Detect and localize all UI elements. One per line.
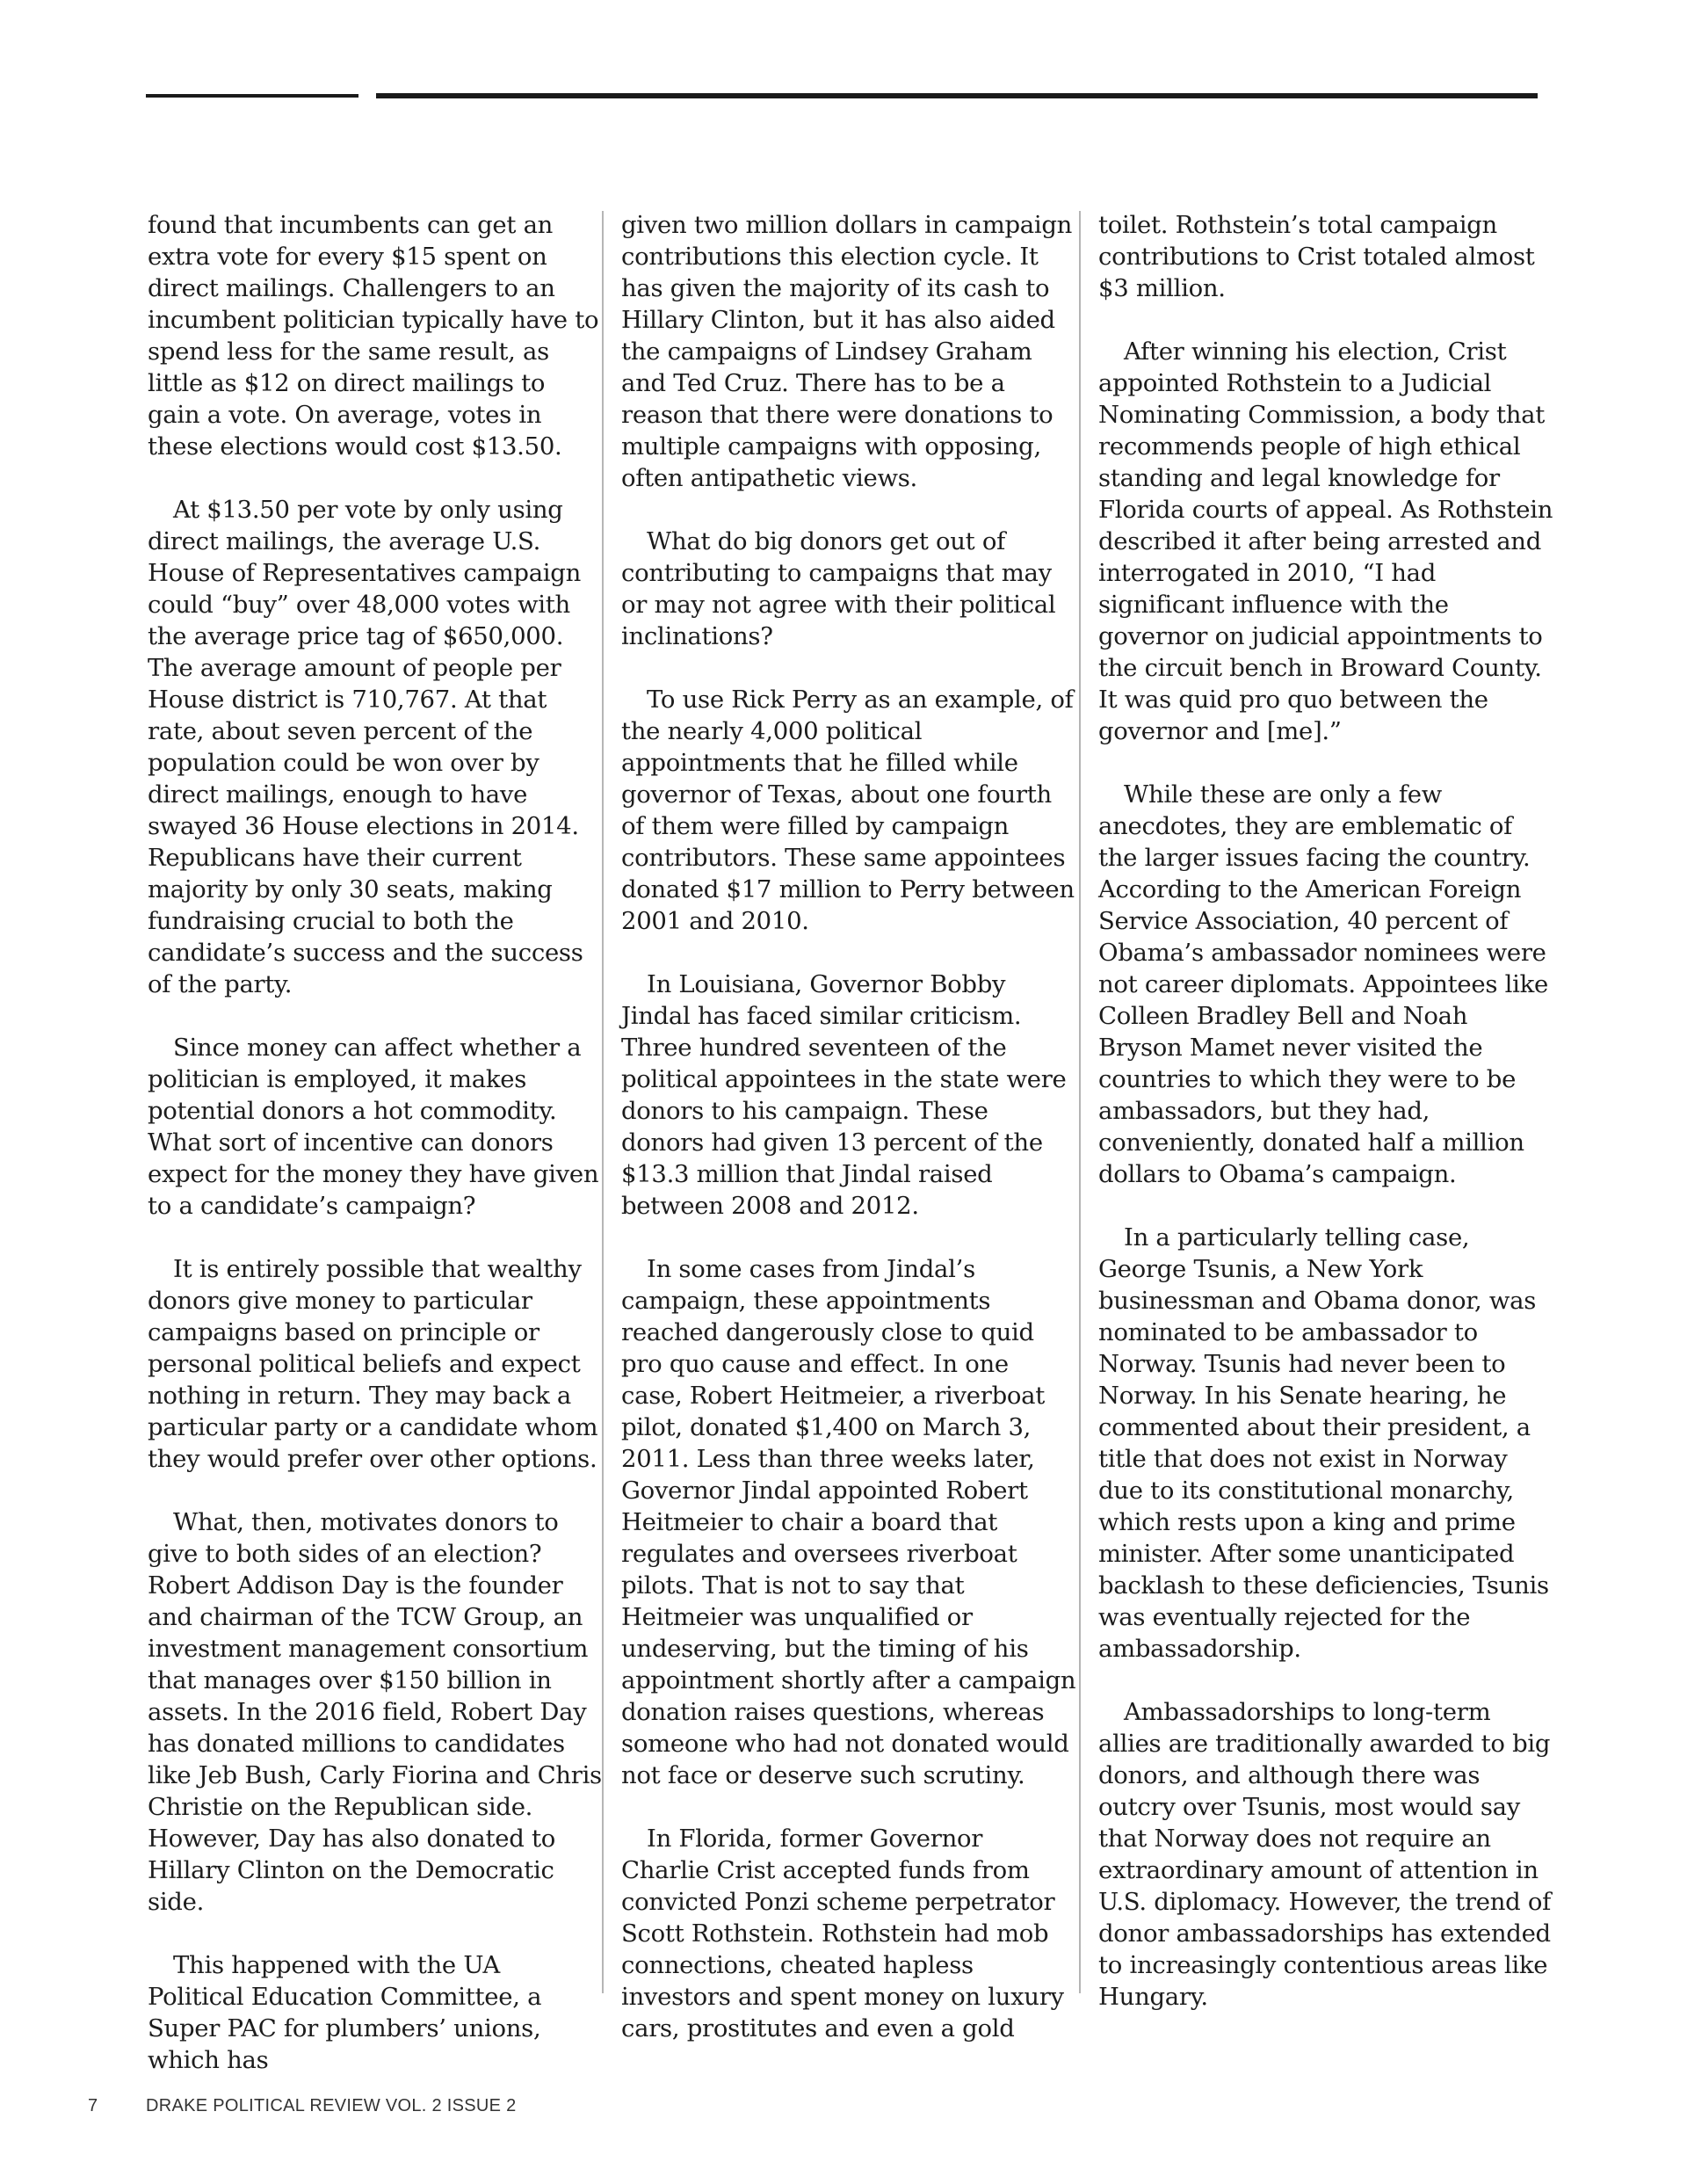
header-rule-short bbox=[146, 94, 358, 98]
paragraph: In a particularly telling case, George Tsunis, a New York businessman and Obama donor, was nominated to be ambassador to Norway. Tsunis had never been to Norway. In his Senate hearing, he commented about their president, a title that does not exist in Norway due to its constitutional monarchy, which rests upon a king and prime minister. After some unanticipated backlash to these deficiencies, Tsunis was eventually rejected for the ambassadorship. bbox=[1098, 1223, 1549, 1663]
paragraph: In Louisiana, Governor Bobby Jindal has faced similar criticism. Three hundred seventeen of the political appointees in the state were donors to his campaign. These donors had given 13 percent of the $13.3 million that Jindal raised between 2008 and 2012. bbox=[621, 970, 1067, 1220]
paragraph: At $13.50 per vote by only using direct mailings, the average U.S. House of Representatives campaign could “buy” over 48,000 votes with the average price tag of $650,000. The average amount of people per House district is 710,767. At that rate, about seven percent of the population could be won over by direct mailings, enough to have swayed 36 House elections in 2014. Republicans have their current majority by only 30 seats, making fundraising crucial to both the candidate’s success and the success of the party. bbox=[148, 496, 583, 998]
text-column-3 bbox=[1098, 209, 1553, 2044]
paragraph: It is entirely possible that wealthy donors give money to particular campaigns based on principle or personal political beliefs and expect nothing in return. They may back a particular party or a candidate whom they would prefer over other options. bbox=[148, 1255, 598, 1473]
paragraph: In Florida, former Governor Charlie Crist accepted funds from convicted Ponzi scheme perpetrator Scott Rothstein. Rothstein had mob connections, cheated hapless investors and spent money on luxury cars, prostitutes and even a gold bbox=[621, 1825, 1064, 2043]
text-column-1 bbox=[148, 209, 603, 2108]
paragraph: What do big donors get out of contributing to campaigns that may or may not agree with their political inclinations? bbox=[621, 527, 1056, 650]
paragraph: To use Rick Perry as an example, of the nearly 4,000 political appointments that he filled while governor of Texas, about one fourth of them were filled by campaign contributors. These same appointees donated $17 million to Perry between 2001 and 2010. bbox=[621, 686, 1075, 935]
paragraph: While these are only a few anecdotes, they are emblematic of the larger issues facing the country. According to the American Foreign Service Association, 40 percent of Obama’s ambassador nominees were not career diplomats. Appointees like Colleen Bradley Bell and Noah Bryson Mamet never visited the countries to which they were to be ambassadors, but they had, conveniently, donated half a million dollars to Obama’s campaign. bbox=[1098, 780, 1548, 1188]
paragraph: After winning his election, Crist appointed Rothstein to a Judicial Nominating Commission, a body that recommends people of high ethical standing and legal knowledge for Florida courts of appeal. As Rothstein described it after being arrested and interrogated in 2010, “I had significant influence with the governor on judicial appointments to the circuit bench in Broward County. It was quid pro quo between the governor and [me].” bbox=[1098, 337, 1553, 745]
paragraph: Ambassadorships to long-term allies are traditionally awarded to big donors, and although there was outcry over Tsunis, most would say that Norway does not require an extraordinary amount of attention in U.S. diplomacy. However, the trend of donor ambassadorships has extended to increasingly contentious areas like Hungary. bbox=[1098, 1698, 1552, 2011]
paragraph: In some cases from Jindal’s campaign, these appointments reached dangerously close to quid pro quo cause and effect. In one case, Robert Heitmeier, a riverboat pilot, donated $1,400 on March 3, 2011. Less than three weeks later, Governor Jindal appointed Robert Heitmeier to chair a board that regulates and oversees riverboat pilots. That is not to say that Heitmeier was unqualified or undeserving, but the timing of his appointment shortly after a campaign donation raises questions, whereas someone who had not donated would not face or deserve such scrutiny. bbox=[621, 1255, 1076, 1789]
paragraph: What, then, motivates donors to give to both sides of an election? Robert Addison Day is the founder and chairman of the TCW Group, an investment management consortium that manages over $150 billion in assets. In the 2016 field, Robert Day has donated millions to candidates like Jeb Bush, Carly Fiorina and Chris Christie on the Republican side. However, Day has also donated to Hillary Clinton on the Democratic side. bbox=[148, 1508, 602, 1916]
column-divider bbox=[1079, 211, 1081, 1993]
publication-title: DRAKE POLITICAL REVIEW VOL. 2 ISSUE 2 bbox=[146, 2096, 517, 2115]
header-rule-long bbox=[376, 93, 1538, 98]
paragraph: This happened with the UA Political Education Committee, a Super PAC for plumbers’ unions, which has bbox=[148, 1951, 542, 2074]
paragraph: given two million dollars in campaign contributions this election cycle. It has given the majority of its cash to Hillary Clinton, but it has also aided the campaigns of Lindsey Graham and Ted Cruz. There has to be a reason that there were donations to multiple campaigns with opposing, often antipathetic views. bbox=[621, 211, 1073, 492]
column-divider bbox=[602, 211, 604, 1993]
paragraph: found that incumbents can get an extra vote for every $15 spent on direct mailings. Challengers to an incumbent politician typically have to spend less for the same result, as little as $12 on direct mailings to gain a vote. On average, votes in these elections would cost $13.50. bbox=[148, 211, 599, 461]
text-column-2 bbox=[621, 209, 1076, 2076]
paragraph: Since money can affect whether a politician is employed, it makes potential donors a hot commodity. What sort of incentive can donors expect for the money they have given to a candidate’s campaign? bbox=[148, 1034, 599, 1220]
paragraph: toilet. Rothstein’s total campaign contributions to Crist totaled almost $3 million. bbox=[1098, 211, 1535, 302]
page-number: 7 bbox=[88, 2096, 98, 2115]
